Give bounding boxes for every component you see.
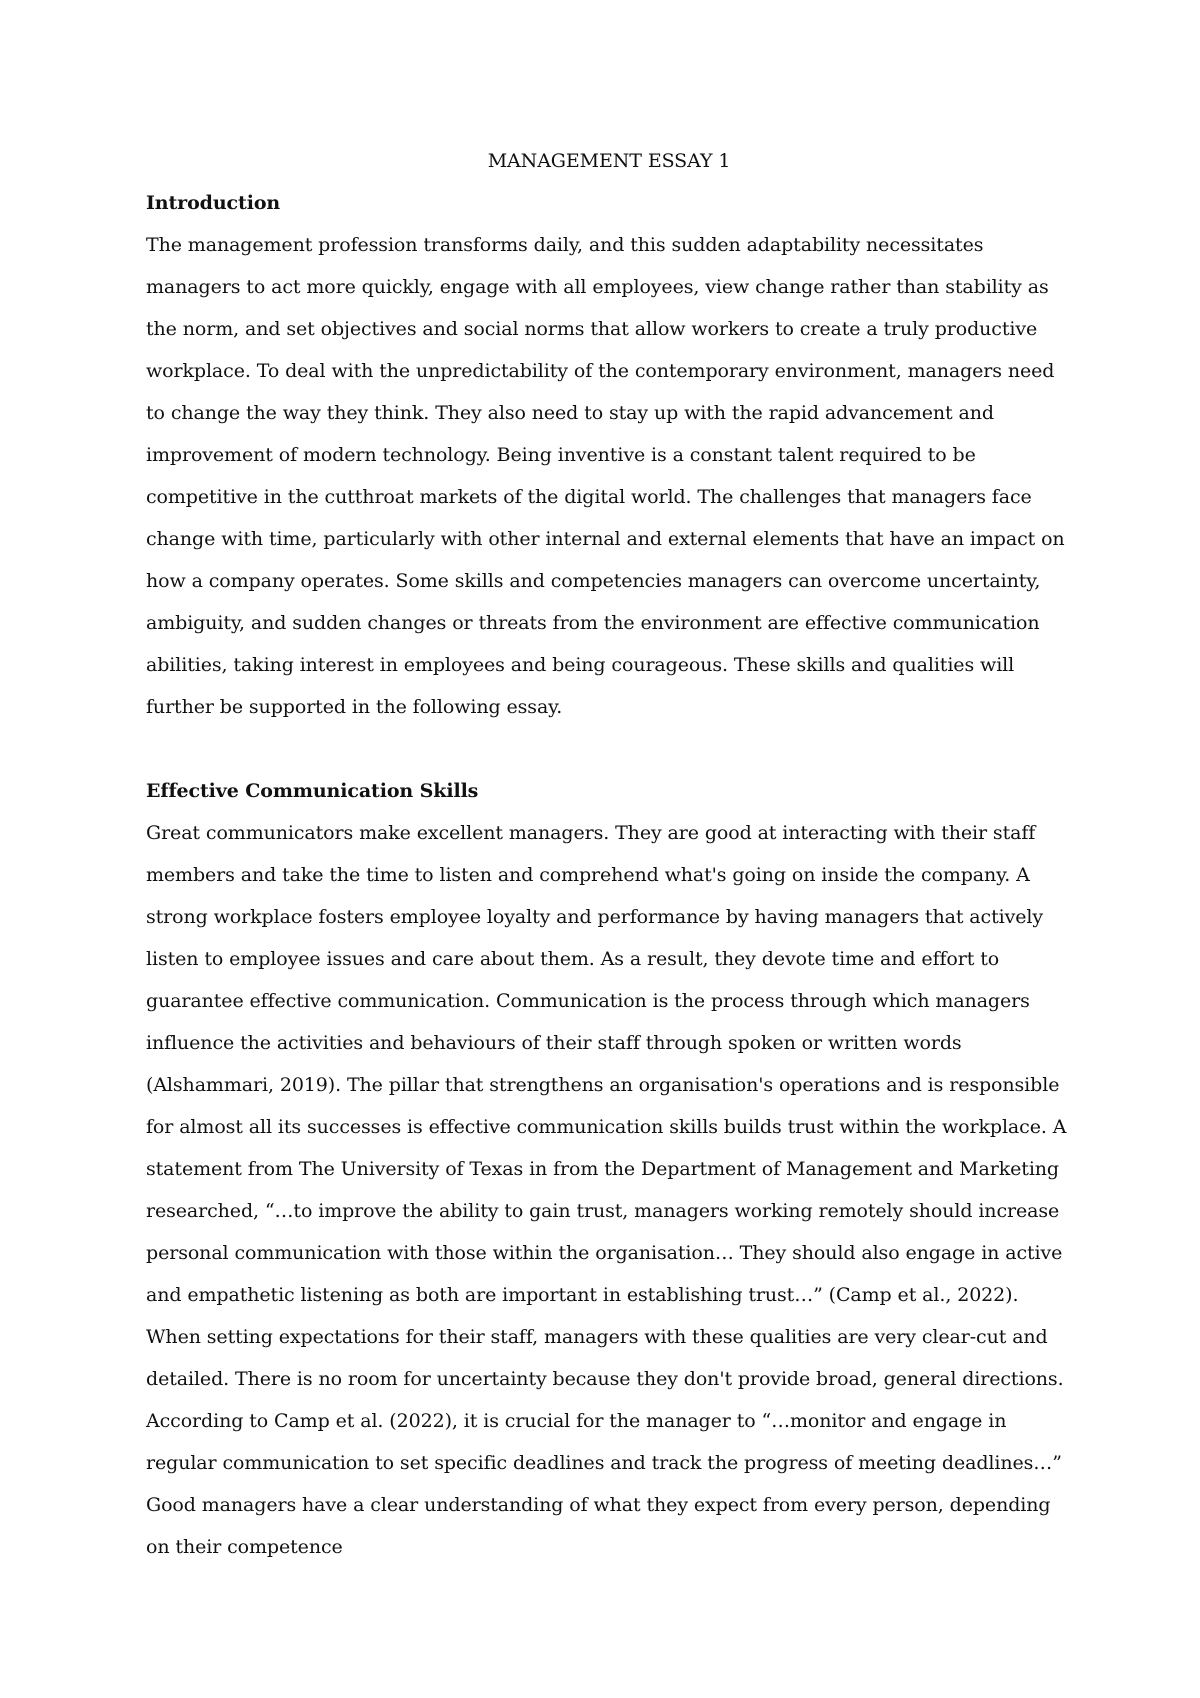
document-title: MANAGEMENT ESSAY 1: [487, 150, 731, 172]
document-body: [146, 140, 1072, 1568]
section-heading-introduction: Introduction: [146, 192, 281, 214]
effective-communication-paragraph: Great communicators make excellent managers. They are good at interacting with their staff members and take the time to listen and comprehend what's going on inside the company. A strong workplace fosters employee loyalty and performance by having managers that actively listen to employee issues and care about them. As a result, they devote time and effort to guarantee effective communication. Communication is the process through which managers influence the activities and behaviours of their staff through spoken or written words (Alshammari, 2019). The pillar that strengthens an organisation's operations and is responsible for almost all its successes is effective communication skills builds trust within the workplace. A statement from The University of Texas in from the Department of Management and Marketing researched, “…to improve the ability to gain trust, managers working remotely should increase personal communication with those within the organisation… They should also engage in active and empathetic listening as both are important in establishing trust…” (Camp et al., 2022). When setting expectations for their staff, managers with these qualities are very clear-cut and detailed. There is no room for uncertainty because they don't provide broad, general directions. According to Camp et al. (2022), it is crucial for the manager to “…monitor and engage in regular communication to set specific deadlines and track the progress of meeting deadlines…” Good managers have a clear understanding of what they expect from every person, depending on their competence: [146, 822, 1067, 1558]
section-heading-effective-communication: Effective Communication Skills: [146, 780, 479, 802]
section-spacer: [146, 728, 1072, 770]
introduction-paragraph: The management profession transforms daily, and this sudden adaptability necessitates managers to act more quickly, engage with all employees, view change rather than stability as the norm, and set objectives and social norms that allow workers to create a truly productive workplace. To deal with the unpredictability of the contemporary environment, managers need to change the way they think. They also need to stay up with the rapid advancement and improvement of modern technology. Being inventive is a constant talent required to be competitive in the cutthroat markets of the digital world. The challenges that managers face change with time, particularly with other internal and external elements that have an impact on how a company operates. Some skills and competencies managers can overcome uncertainty, ambiguity, and sudden changes or threats from the environment are effective communication abilities, taking interest in employees and being courageous. These skills and qualities will further be supported in the following essay.: [146, 234, 1065, 718]
